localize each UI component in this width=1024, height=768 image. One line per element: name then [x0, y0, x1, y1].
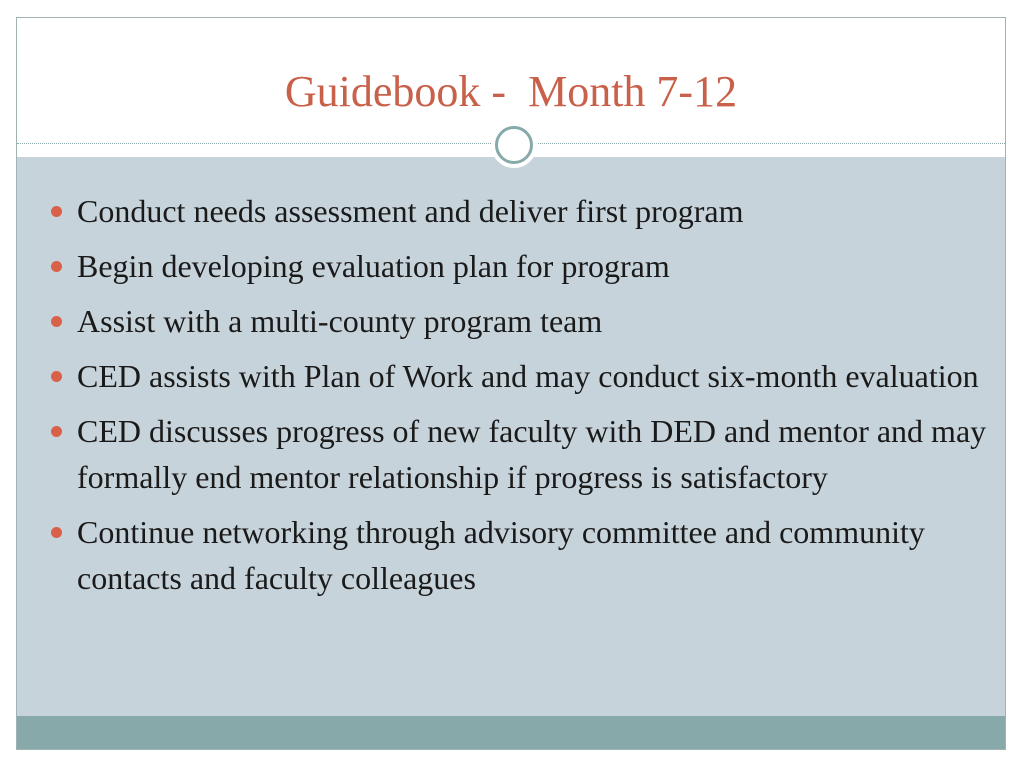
bullet-item [51, 353, 991, 399]
bullet-item [51, 298, 991, 344]
bullet-dot-icon [51, 527, 62, 538]
bullet-item [51, 408, 991, 500]
bullet-list [51, 188, 991, 610]
bullet-text: Assist with a multi-county program team [77, 303, 603, 339]
bullet-dot-icon [51, 206, 62, 217]
slide-frame [16, 17, 1006, 750]
bullet-item [51, 188, 991, 234]
footer-bar [17, 716, 1005, 750]
bullet-item [51, 509, 991, 601]
bullet-dot-icon [51, 371, 62, 382]
bullet-dot-icon [51, 261, 62, 272]
bullet-item [51, 243, 991, 289]
bullet-dot-icon [51, 316, 62, 327]
bullet-text: CED assists with Plan of Work and may conduct six-month evaluation [77, 358, 979, 394]
bullet-dot-icon [51, 426, 62, 437]
slide-title: Guidebook - Month 7-12 [284, 67, 738, 116]
bullet-text: Begin developing evaluation plan for program [77, 248, 670, 284]
bullet-text: CED discusses progress of new faculty with DED and mentor and may formally end mentor relationship if progress is satisfactory [77, 413, 987, 495]
circle-ring-icon [495, 126, 533, 164]
bullet-text: Conduct needs assessment and deliver first program [77, 193, 744, 229]
bullet-text: Continue networking through advisory committee and community contacts and faculty colleagues [77, 514, 925, 596]
